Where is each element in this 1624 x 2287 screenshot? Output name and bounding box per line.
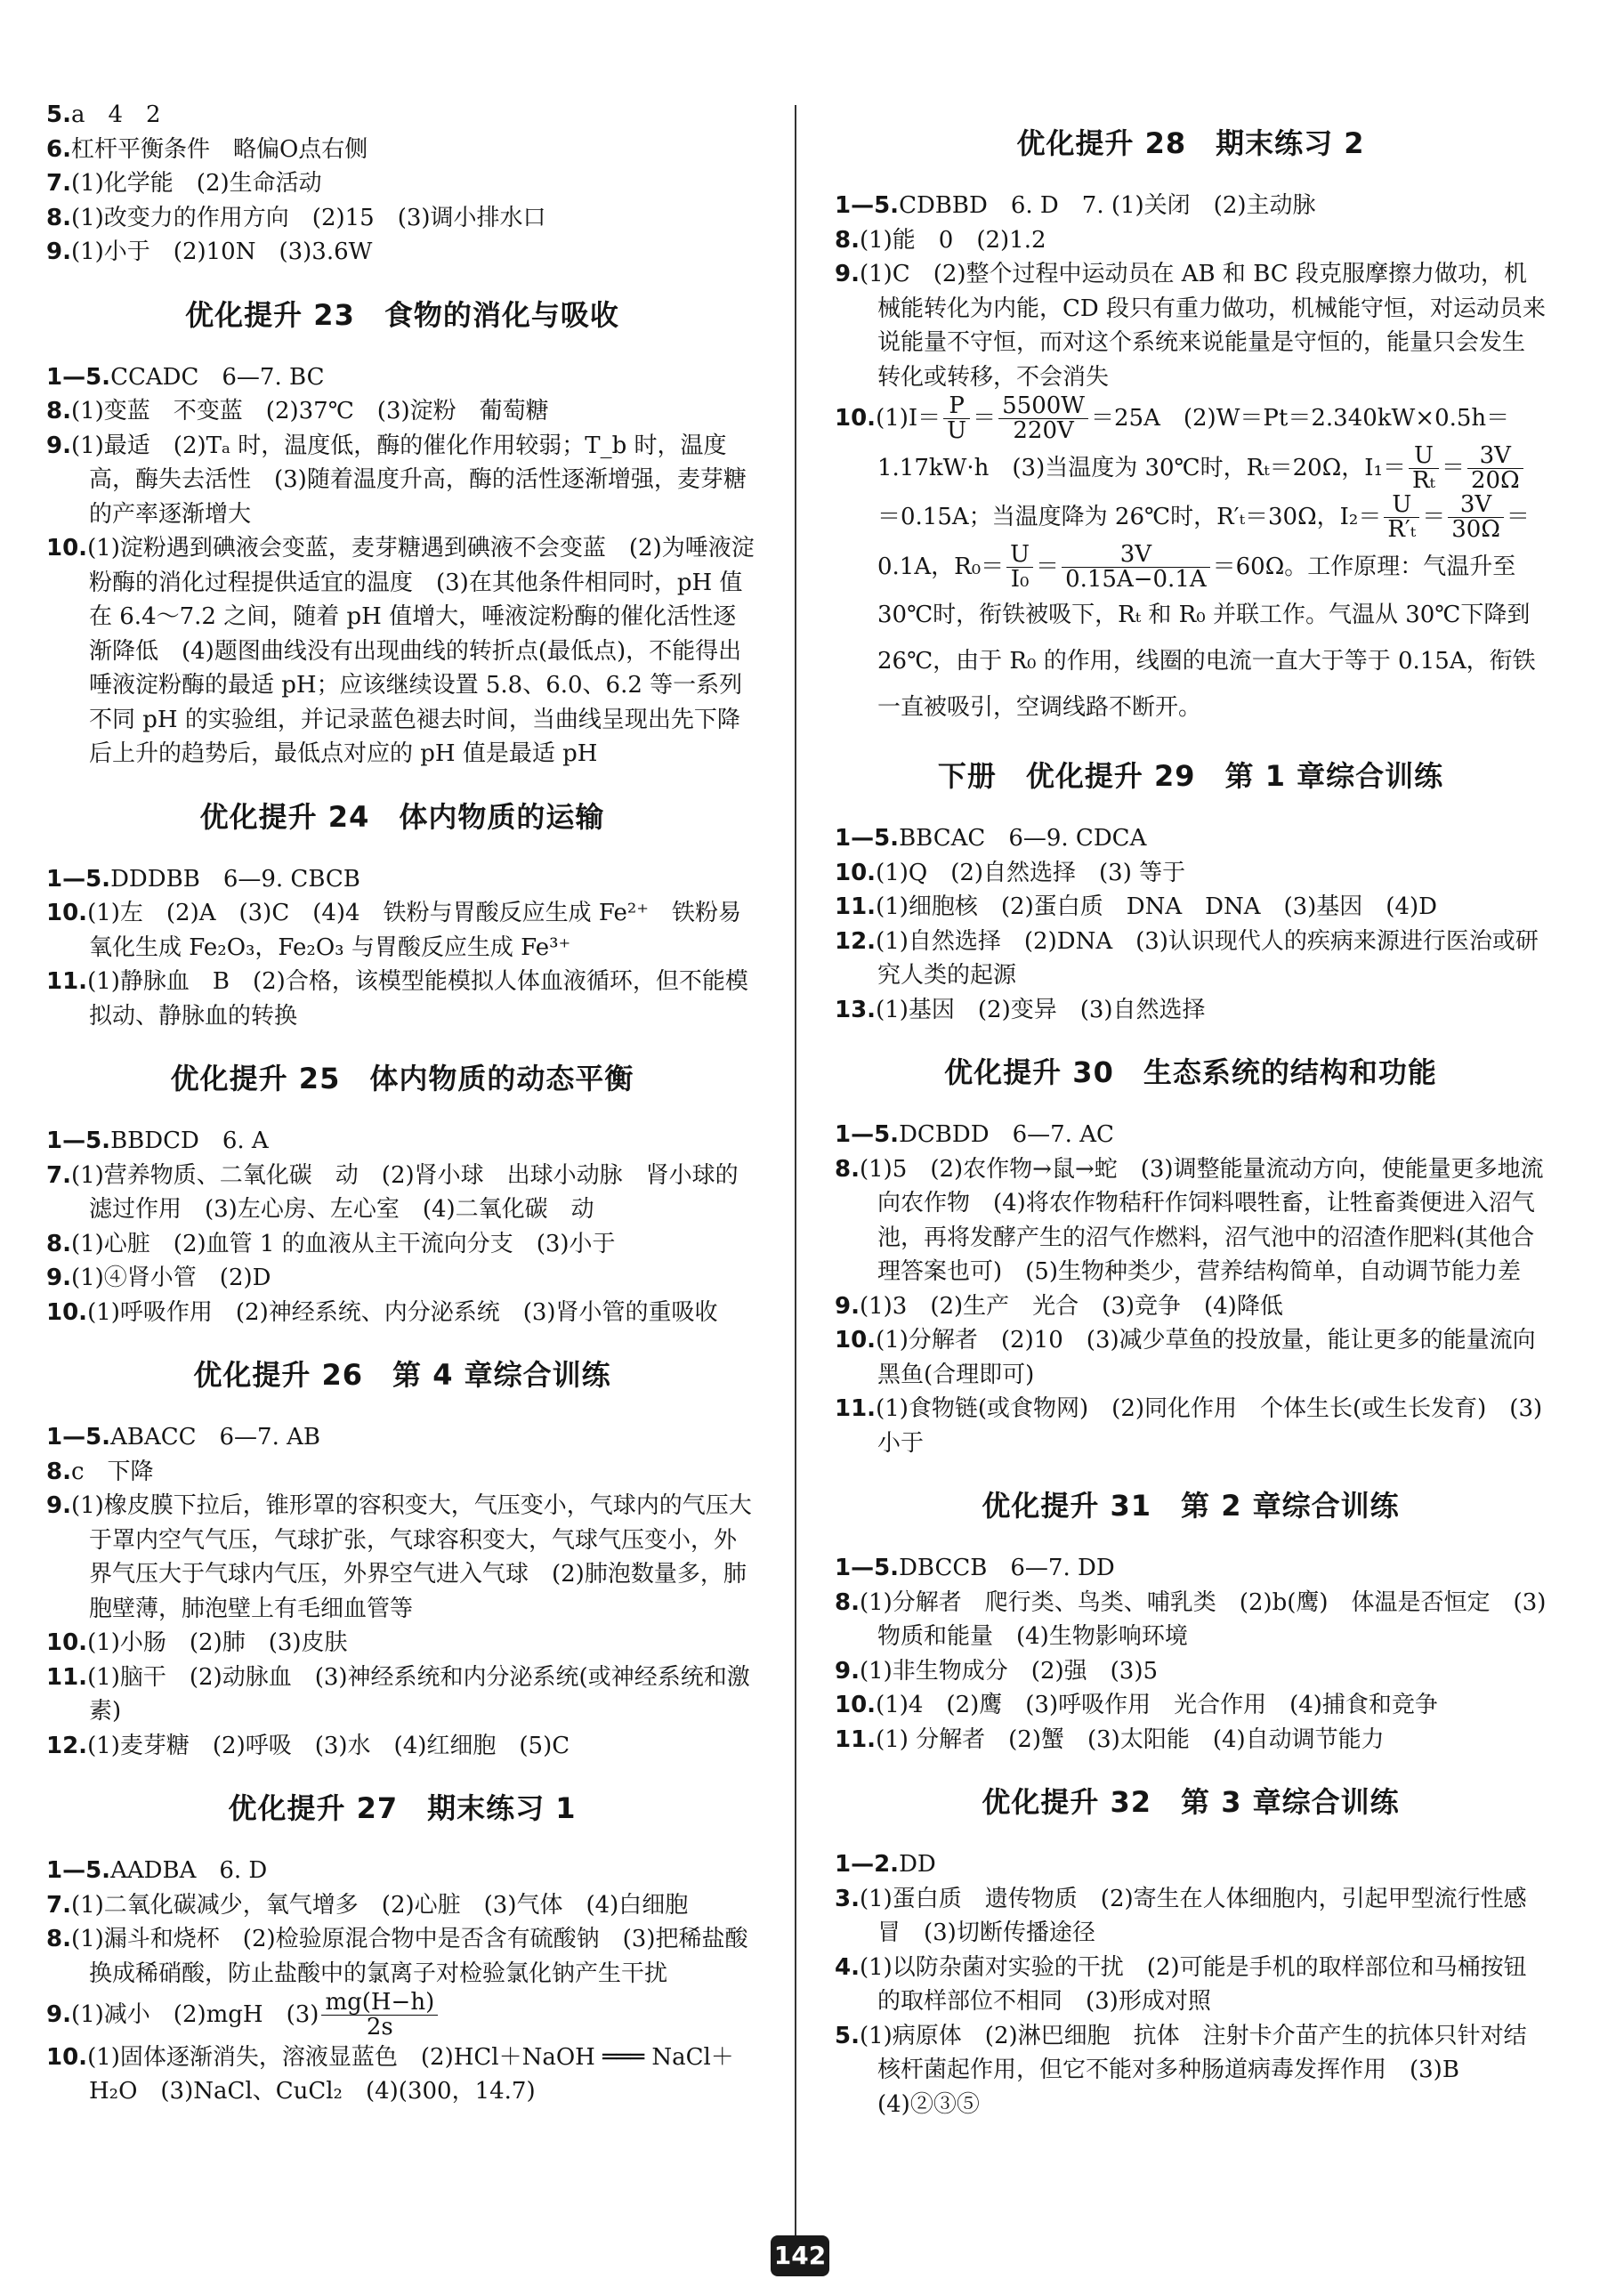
question-number: 8. <box>46 1926 71 1952</box>
answer-item <box>835 1847 1547 1882</box>
question-number: 9. <box>835 1292 860 1320</box>
answer-item <box>46 1261 758 1296</box>
answer-item <box>46 1227 758 1262</box>
answer-text: (1)改变力的作用方向 (2)15 (3)调小排水口 <box>70 204 546 231</box>
answer-text: (1)小于 (2)10N (3)3.6W <box>70 238 373 265</box>
answer-item <box>46 1159 758 1227</box>
answer-text: 杠杆平衡条件 略偏O点右侧 <box>70 135 368 163</box>
answer-text: (1)心脏 (2)血管 1 的血液从主干流向分支 (3)小于 <box>70 1230 616 1257</box>
question-number: 10. <box>46 1298 88 1326</box>
answer-text: (1)分解者 爬行类、鸟类、哺乳类 (2)b(鹰) 体温是否恒定 (3)物质和能量 (4)生物影响环境 <box>859 1588 1547 1651</box>
question-number: 8. <box>46 204 71 231</box>
answer-text: (1)麦芽糖 (2)呼吸 (3)水 (4)红细胞 (5)C <box>87 1732 570 1759</box>
section-heading: 优化提升 31 第 2 章综合训练 <box>982 1489 1400 1523</box>
answer-text: ＝ <box>1036 553 1060 580</box>
answer-text: (1)最适 (2)Tₐ 时，温度低，酶的催化作用较弱；T_b 时，温度高，酶失去活性 (3)随着温度升高，酶的活性逐渐增强，麦芽糖的产率逐渐增大 <box>70 432 747 528</box>
question-number: 4. <box>835 1953 860 1981</box>
answer-text: (1)病原体 (2)淋巴细胞 抗体 注射卡介苗产生的抗体只针对结核杆菌起作用，但它不能对多种肠道病毒发挥作用 (3)B (4)②③⑤ <box>859 2022 1527 2118</box>
answer-text: ＝25A (2)W＝Pt＝2.340kW×0.5h＝ <box>1091 404 1510 432</box>
answer-item <box>46 1922 758 1991</box>
fraction-denominator: Rₜ <box>1411 466 1435 494</box>
question-number: 8. <box>835 1155 860 1183</box>
left-column <box>46 98 758 2109</box>
fraction-numerator: 3V <box>1467 444 1523 469</box>
question-number: 12. <box>46 1732 88 1759</box>
fraction-numerator: 5500W <box>998 394 1088 419</box>
answer-item <box>46 1661 758 1729</box>
answer-text: (1)静脉血 B (2)合格，该模型能模拟人体血液循环，但不能模拟动、静脉血的转换 <box>87 968 748 1030</box>
fraction <box>1006 540 1033 594</box>
answer-text: (1)非生物成分 (2)强 (3)5 <box>859 1657 1158 1685</box>
fraction <box>998 394 1088 444</box>
answer-item <box>835 257 1547 394</box>
answer-text: (1)左 (2)A (3)C (4)4 铁粉与胃酸反应生成 Fe²⁺ 铁粉易氧化生成 Fe₂O₃，Fe₂O₃ 与胃酸反应生成 Fe³⁺ <box>87 900 742 961</box>
answer-text: 1.17kW·h (3)当温度为 30℃时，Rₜ＝20Ω，I₁＝ <box>877 454 1406 481</box>
answer-item <box>835 890 1547 925</box>
fraction <box>321 1991 438 2041</box>
answer-text: CCADC 6—7. BC <box>110 363 325 391</box>
question-number: 9. <box>46 1492 71 1519</box>
section-heading: 优化提升 30 生态系统的结构和功能 <box>944 1055 1437 1090</box>
question-number: 10. <box>835 1327 877 1354</box>
answer-text: (1)基因 (2)变异 (3)自然选择 <box>876 996 1206 1023</box>
section-heading: 优化提升 25 体内物质的动态平衡 <box>170 1062 634 1095</box>
fraction-denominator: 0.15A−0.1A <box>1065 566 1207 594</box>
answer-item <box>46 862 758 897</box>
answer-text: (1)营养物质、二氧化碳 动 (2)肾小球 出球小动脉 肾小球的滤过作用 (3)左心房、左心室 (4)二氧化碳 动 <box>70 1161 739 1223</box>
question-number: 9. <box>835 1657 860 1685</box>
question-number: 3. <box>835 1885 860 1912</box>
question-number: 1—5. <box>46 1127 111 1154</box>
answer-item <box>46 201 758 236</box>
question-number: 10. <box>46 2043 88 2071</box>
fraction-denominator: 220V <box>1013 417 1074 445</box>
fraction-numerator: 3V <box>1062 543 1210 568</box>
question-number: 11. <box>835 893 877 921</box>
answer-text: (1)淀粉遇到碘液会变蓝，麦芽糖遇到碘液不会变蓝 (2)为唾液淀粉酶的消化过程提供适宜的温度 (3)在其他条件相同时，pH 值在 6.4～7.2 之间，随着 pH 值增大，唾液淀粉酶的催化活性逐渐降低 (4)题图曲线没有出现曲线的转折点(最低点)，不能得出唾液淀粉酶的最适 pH；应该继续设置 5.8、6.0、6.2 等一系列不同 pH 的实验组，并记录蓝色褪去时间，当曲线呈现出先下降后上升的趋势后，最低点对应的 pH 值是最适 pH <box>87 535 755 767</box>
answer-text: DBCCB 6—7. DD <box>899 1555 1115 1582</box>
fraction-numerator: P <box>943 394 970 419</box>
answer-text: ＝ <box>1441 454 1465 481</box>
answer-item <box>835 1118 1547 1152</box>
question-number: 10. <box>46 1629 88 1656</box>
answer-item <box>835 394 1547 731</box>
question-number: 9. <box>46 2000 71 2028</box>
answer-text: (1)Q (2)自然选择 (3) 等于 <box>876 859 1186 886</box>
answer-item <box>835 1723 1547 1758</box>
fraction <box>1062 540 1210 594</box>
answer-item <box>46 429 758 532</box>
question-number: 1—5. <box>46 363 111 391</box>
fraction-denominator: 30Ω <box>1451 516 1500 544</box>
answer-text: (1)能 0 (2)1.2 <box>859 226 1046 254</box>
question-number: 11. <box>835 1725 877 1753</box>
answer-item <box>835 1951 1547 2019</box>
answer-text: BBDCD 6. A <box>110 1127 269 1154</box>
answer-text: AADBA 6. D <box>110 1857 268 1884</box>
section-heading: 下册 优化提升 29 第 1 章综合训练 <box>937 759 1444 794</box>
answer-item <box>835 223 1547 258</box>
question-number: 1—2. <box>835 1851 900 1879</box>
answer-item <box>46 1455 758 1490</box>
answer-item <box>46 1991 758 2041</box>
question-number: 7. <box>46 170 71 197</box>
fraction-denominator: U <box>947 417 967 445</box>
answer-text: (1)I＝ <box>876 404 941 432</box>
answer-text: (1)自然选择 (2)DNA (3)认识现代人的疾病来源进行医治或研究人类的起源 <box>876 927 1539 990</box>
answer-item <box>46 133 758 167</box>
answer-item <box>46 394 758 429</box>
question-number: 9. <box>46 1265 71 1291</box>
answer-item <box>835 1551 1547 1586</box>
answer-item <box>46 98 758 133</box>
question-number: 10. <box>835 1692 877 1719</box>
answer-text: ABACC 6—7. AB <box>110 1424 321 1451</box>
section-heading: 优化提升 28 期末练习 2 <box>1016 126 1365 160</box>
right-column <box>835 98 1547 2121</box>
fraction-numerator: U <box>1384 493 1419 518</box>
answer-item <box>46 1420 758 1455</box>
answer-item <box>46 896 758 965</box>
answer-item <box>835 1323 1547 1392</box>
question-number: 1—5. <box>835 825 900 853</box>
section-heading: 优化提升 23 食物的消化与吸收 <box>185 297 619 332</box>
answer-item <box>46 1124 758 1159</box>
question-number: 9. <box>46 238 71 265</box>
question-number: 8. <box>46 398 71 424</box>
answer-text: (1)C (2)整个过程中运动员在 AB 和 BC 段克服摩擦力做功，机械能转化为内能，CD 段只有重力做功，机械能守恒，对运动员来说能量不守恒，而对这个系统来说能量是守恒的，能量只会发生转化或转移，不会消失 <box>859 261 1547 391</box>
answer-text: (1)减小 (2)mgH (3) <box>70 2000 319 2028</box>
question-number: 5. <box>835 2022 860 2049</box>
answer-text: 0.1A，R₀＝ <box>877 553 1005 580</box>
answer-item <box>835 1688 1547 1723</box>
page-number: 142 <box>771 2235 829 2276</box>
answer-item <box>835 821 1547 856</box>
answer-item <box>835 925 1547 993</box>
fraction-denominator: 2s <box>366 2014 393 2041</box>
answer-text: (1)分解者 (2)10 (3)减少草鱼的投放量，能让更多的能量流向黑鱼(合理即可) <box>876 1327 1536 1388</box>
answer-text: (1)呼吸作用 (2)神经系统、内分泌系统 (3)肾小管的重吸收 <box>87 1298 718 1326</box>
answer-item <box>835 1152 1547 1289</box>
answer-text: (1)3 (2)生产 光合 (3)竞争 (4)降低 <box>859 1292 1283 1320</box>
answer-text: ＝ <box>1422 503 1446 530</box>
section-heading: 优化提升 24 体内物质的运输 <box>199 799 605 834</box>
question-number: 7. <box>46 1161 71 1189</box>
question-number: 5. <box>46 101 71 128</box>
fraction-denominator: I₀ <box>1010 566 1030 594</box>
section-heading: 优化提升 27 期末练习 1 <box>228 1791 577 1825</box>
answer-text: (1) 分解者 (2)蟹 (3)太阳能 (4)自动调节能力 <box>876 1725 1385 1753</box>
answer-text: (1)脑干 (2)动脉血 (3)神经系统和内分泌系统(或神经系统和激素) <box>87 1663 750 1725</box>
answer-item <box>46 360 758 395</box>
answer-text: a 4 2 <box>70 101 161 128</box>
fraction-numerator: 3V <box>1448 493 1504 518</box>
answer-text: ＝60Ω。工作原理：气温升至 <box>1212 553 1516 580</box>
answer-text: c 下降 <box>70 1458 154 1485</box>
answer-text: (1)固体逐渐消失，溶液显蓝色 (2)HCl＋NaOH ═══ NaCl＋H₂O (3)NaCl、CuCl₂ (4)(300，14.7) <box>87 2043 734 2105</box>
question-number: 8. <box>835 226 860 254</box>
question-number: 12. <box>835 927 877 955</box>
question-number: 1—5. <box>46 865 111 893</box>
answer-text: (1)变蓝 不变蓝 (2)37℃ (3)淀粉 葡萄糖 <box>70 398 549 424</box>
question-number: 1—5. <box>46 1424 111 1451</box>
question-number: 10. <box>46 900 88 926</box>
answer-item <box>46 235 758 270</box>
question-number: 8. <box>46 1458 71 1485</box>
question-number: 1—5. <box>835 192 900 219</box>
answer-text: (1)化学能 (2)生命活动 <box>70 170 322 197</box>
question-number: 10. <box>835 859 877 886</box>
answer-item <box>46 1296 758 1330</box>
answer-text: (1)4 (2)鹰 (3)呼吸作用 光合作用 (4)捕食和竞争 <box>876 1692 1438 1719</box>
answer-item <box>46 1854 758 1888</box>
answer-item <box>835 993 1547 1028</box>
question-number: 8. <box>46 1230 71 1257</box>
answer-item <box>46 1888 758 1923</box>
question-number: 9. <box>835 261 860 287</box>
question-number: 1—5. <box>835 1555 900 1582</box>
answer-item <box>46 531 758 772</box>
question-number: 7. <box>46 1891 71 1919</box>
answer-text: (1)以防杂菌对实验的干扰 (2)可能是手机的取样部位和马桶按钮的取样部位不相同 (3)形成对照 <box>859 1953 1527 2016</box>
answer-item <box>46 1626 758 1661</box>
answer-text: ＝0.15A；当温度降为 26℃时，R′ₜ＝30Ω，I₂＝ <box>877 503 1382 530</box>
question-number: 6. <box>46 135 71 163</box>
answer-text: (1)④肾小管 (2)D <box>70 1265 271 1291</box>
answer-item <box>835 1289 1547 1324</box>
answer-item <box>46 1729 758 1764</box>
answer-text: (1)蛋白质 遗传物质 (2)寄生在人体细胞内，引起甲型流行性感冒 (3)切断传播途径 <box>859 1885 1527 1947</box>
answer-text: ＝ <box>973 404 997 432</box>
answer-text: (1)细胞核 (2)蛋白质 DNA DNA (3)基因 (4)D <box>876 893 1437 921</box>
fraction-numerator: U <box>1409 444 1439 469</box>
answer-item <box>46 965 758 1033</box>
question-number: 1—5. <box>46 1857 111 1884</box>
fraction <box>1448 493 1504 543</box>
answer-item <box>835 2019 1547 2122</box>
fraction <box>1409 441 1439 494</box>
question-number: 10. <box>46 535 88 562</box>
question-number: 13. <box>835 996 877 1023</box>
answer-text: (1)漏斗和烧杯 (2)检验原混合物中是否含有硫酸钠 (3)把稀盐酸换成稀硝酸，防止盐酸中的氯离子对检验氯化钠产生干扰 <box>70 1926 748 1987</box>
fraction <box>1467 441 1523 494</box>
answer-item <box>46 2041 758 2109</box>
answer-item <box>835 1882 1547 1951</box>
question-number: 11. <box>46 1663 88 1691</box>
answer-text: DD <box>899 1851 936 1879</box>
answer-item <box>835 1392 1547 1460</box>
question-number: 1—5. <box>835 1121 900 1149</box>
question-number: 8. <box>835 1588 860 1616</box>
answer-item <box>835 189 1547 223</box>
answer-text: (1)小肠 (2)肺 (3)皮肤 <box>87 1629 348 1656</box>
question-number: 10. <box>835 404 877 432</box>
answer-text: (1)二氧化碳减少，氧气增多 (2)心脏 (3)气体 (4)白细胞 <box>70 1891 689 1919</box>
fraction-numerator: mg(H−h) <box>321 1991 438 2016</box>
section-heading: 优化提升 26 第 4 章综合训练 <box>193 1358 611 1392</box>
answer-text: BBCAC 6—9. CDCA <box>899 825 1147 853</box>
question-number: 9. <box>46 432 71 459</box>
answer-item <box>835 1654 1547 1689</box>
fraction-denominator: 20Ω <box>1470 466 1520 494</box>
answer-text: (1)橡皮膜下拉后，锥形罩的容积变大，气压变小，气球内的气压大于罩内空气气压，气球扩张，气球容积变大，气球气压变小，外界气压大于气球内气压，外界空气进入气球 (2)肺泡数量多，肺胞壁薄，肺泡壁上有毛细血管等 <box>70 1492 752 1622</box>
question-number: 11. <box>46 968 88 995</box>
fraction <box>943 394 970 444</box>
answer-text: DCBDD 6—7. AC <box>899 1121 1114 1149</box>
answer-item <box>46 166 758 201</box>
answer-item <box>835 1586 1547 1654</box>
answer-item <box>835 856 1547 891</box>
answer-text: CDBBD 6. D 7. (1)关闭 (2)主动脉 <box>899 192 1316 219</box>
column-divider <box>795 105 796 2241</box>
fraction-denominator: R′ₜ <box>1387 516 1417 544</box>
answer-text: 30℃时，衔铁被吸下，Rₜ 和 R₀ 并联工作。气温从 30℃下降到 26℃，由于 R₀ 的作用，线圈的电流一直大于等于 0.15A，衔铁一直被吸引，空调线路不断开。 <box>877 602 1536 722</box>
answer-text: (1)5 (2)农作物→鼠→蛇 (3)调整能量流动方向，使能量更多地流向农作物 (4)将农作物秸秆作饲料喂牲畜，让牲畜粪便进入沼气池，再将发酵产生的沼气作燃料，沼气池中的沼渣作肥料(其他合理答案也可) (5)生物种类少，营养结构简单，自动调节能力差 <box>859 1155 1544 1286</box>
section-heading: 优化提升 32 第 3 章综合训练 <box>982 1785 1400 1820</box>
fraction <box>1384 493 1419 543</box>
answer-item <box>46 1489 758 1626</box>
answer-text: ＝ <box>1506 503 1530 530</box>
question-number: 11. <box>835 1395 877 1423</box>
fraction-numerator: U <box>1006 543 1033 568</box>
answer-text: (1)食物链(或食物网) (2)同化作用 个体生长(或生长发育) (3)小于 <box>876 1395 1543 1457</box>
answer-text: DDDBB 6—9. CBCB <box>110 865 360 893</box>
